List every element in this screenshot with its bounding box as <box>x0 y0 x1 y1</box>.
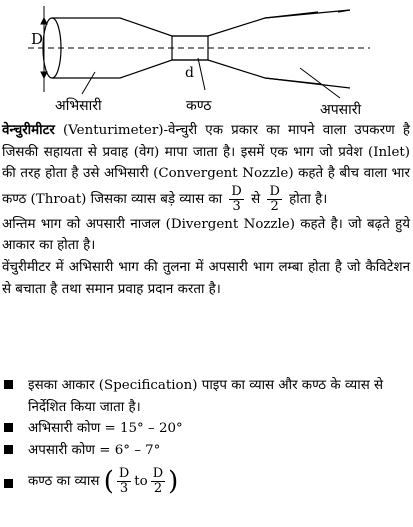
diameter-D-dimension <box>41 6 47 92</box>
word-se: से <box>251 191 261 207</box>
paragraph-1-text: (Venturimeter)-वेन्चुरी एक प्रकार का मापने वाला उपकरण है जिसकी सहायता से प्रवाह (वेग) मापा जाता है। इसमें एक भाग जो प्रवेश (Inlet) की तरह होता है उसे अभिसारी (Convergent Nozzle) कहते है बीच वाला भार कण्ठ (Throat) जिसका व्यास बड़े व्यास का <box>2 123 410 207</box>
venturi-outline <box>43 10 350 88</box>
bullet-list <box>2 375 410 496</box>
bullet-item: अपसारी कोण = 6° – 7° <box>2 440 410 462</box>
square-bullet-icon <box>4 380 13 389</box>
fraction-D-3: $\frac{D}{3}$ <box>231 183 242 214</box>
paragraph-2: अन्तिम भाग को अपसारी नाजल (Divergent Nozzle) कहते है। जो बढ़ते हुये आकार का होता है। <box>2 216 410 254</box>
label-throat: कण्ठ <box>186 98 212 114</box>
square-bullet-icon <box>4 423 13 432</box>
square-bullet-icon <box>4 445 13 454</box>
word-hota-hai: होता है। <box>289 191 328 207</box>
venturi-diagram <box>0 0 413 120</box>
bullet-item: कण्ठ का व्यास ( $\frac{D}{3}$ to $\frac{D}{2}$ ) <box>2 467 410 496</box>
heading-venturimeter: वेन्चुरीमीटर <box>2 122 55 138</box>
label-d: d <box>185 65 194 81</box>
paragraph-3: वेंचुरीमीटर में अभिसारी भाग की तुलना में अपसारी भाग लम्बा होता है जो कैविटेशन से बचाता है तथा समान प्रवाह प्रदान करता है। <box>2 259 410 297</box>
fraction-D-3-b: $\frac{D}{3}$ <box>118 466 130 497</box>
label-divergent: अपसारी <box>320 102 362 118</box>
square-bullet-icon <box>4 479 13 488</box>
bullet-item: अभिसारी कोण = 15° – 20° <box>2 418 410 440</box>
paragraph-1 <box>2 120 410 214</box>
bullet-item: इसका आकार (Specification) पाइप का व्यास और कण्ठ के व्यास से निर्देशित किया जाता है। <box>2 375 410 418</box>
body-text <box>2 120 410 300</box>
fraction-D-2: $\frac{D}{2}$ <box>269 183 280 214</box>
label-D: D <box>31 30 44 48</box>
fraction-D-2-b: $\frac{D}{2}$ <box>152 466 164 497</box>
label-convergent: अभिसारी <box>55 98 102 114</box>
